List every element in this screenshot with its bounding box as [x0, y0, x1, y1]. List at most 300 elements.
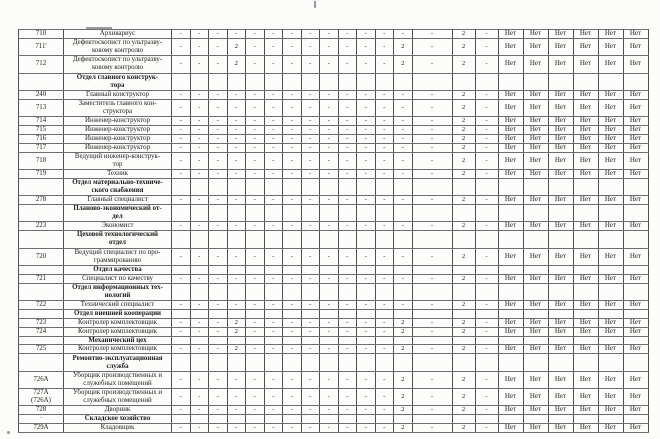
value-cell: -: [320, 99, 339, 116]
value-cell: [375, 73, 394, 90]
value-cell: [452, 205, 475, 222]
value-cell: 2: [227, 345, 246, 354]
code-cell: 712: [19, 56, 64, 73]
value-cell: Нет: [523, 134, 548, 143]
value-cell: Нет: [623, 38, 648, 55]
value-cell: [246, 178, 265, 195]
scan-artifact: [314, 1, 316, 8]
value-cell: -: [375, 56, 394, 73]
value-cell: -: [375, 99, 394, 116]
code-cell: 715: [19, 125, 64, 134]
value-cell: [375, 178, 394, 195]
value-cell: -: [264, 30, 283, 39]
value-cell: Нет: [623, 134, 648, 143]
value-cell: -: [264, 56, 283, 73]
code-cell: 724: [19, 327, 64, 336]
value-cell: -: [190, 169, 209, 178]
value-cell: [623, 309, 648, 318]
value-cell: -: [375, 327, 394, 336]
value-cell: -: [209, 99, 228, 116]
value-cell: [320, 73, 339, 90]
value-cell: Нет: [548, 222, 573, 231]
value-cell: [283, 73, 302, 90]
value-cell: -: [394, 152, 413, 169]
value-cell: -: [246, 318, 265, 327]
value-cell: -: [190, 134, 209, 143]
value-cell: [394, 178, 413, 195]
value-cell: [412, 205, 452, 222]
value-cell: 2: [452, 406, 475, 415]
value-cell: [283, 283, 302, 300]
position-name-cell: Ведущий инженер-конструк- тор: [64, 152, 172, 169]
value-cell: [412, 178, 452, 195]
value-cell: -: [375, 169, 394, 178]
value-cell: -: [338, 134, 357, 143]
value-cell: -: [172, 143, 191, 152]
value-cell: Нет: [548, 90, 573, 99]
section-row: [19, 73, 649, 90]
value-cell: -: [338, 406, 357, 415]
value-cell: -: [320, 318, 339, 327]
value-cell: [320, 283, 339, 300]
value-cell: -: [227, 388, 246, 405]
value-cell: -: [412, 99, 452, 116]
value-cell: Нет: [573, 406, 598, 415]
value-cell: Нет: [523, 99, 548, 116]
value-cell: [523, 178, 548, 195]
value-cell: -: [264, 424, 283, 433]
value-cell: -: [301, 345, 320, 354]
value-cell: [598, 265, 623, 274]
table-row: [19, 143, 649, 152]
value-cell: -: [172, 99, 191, 116]
value-cell: -: [375, 196, 394, 205]
value-cell: Нет: [573, 222, 598, 231]
value-cell: [320, 309, 339, 318]
code-cell: 720: [19, 248, 64, 265]
value-cell: [227, 205, 246, 222]
position-name-cell: Контролер комплектовщик: [64, 327, 172, 336]
value-cell: -: [190, 30, 209, 39]
value-cell: Нет: [498, 222, 523, 231]
code-cell: 723: [19, 318, 64, 327]
value-cell: -: [412, 38, 452, 55]
value-cell: Нет: [623, 169, 648, 178]
value-cell: -: [412, 274, 452, 283]
value-cell: [264, 205, 283, 222]
value-cell: -: [264, 152, 283, 169]
value-cell: 2: [452, 99, 475, 116]
value-cell: -: [190, 300, 209, 309]
value-cell: -: [475, 222, 498, 231]
value-cell: -: [283, 99, 302, 116]
value-cell: [548, 415, 573, 424]
value-cell: [573, 283, 598, 300]
value-cell: -: [357, 406, 376, 415]
value-cell: [523, 265, 548, 274]
value-cell: [498, 354, 523, 371]
value-cell: -: [412, 388, 452, 405]
code-cell: 711': [19, 38, 64, 55]
value-cell: [548, 354, 573, 371]
value-cell: -: [301, 90, 320, 99]
value-cell: Нет: [573, 424, 598, 433]
value-cell: Нет: [523, 152, 548, 169]
value-cell: [227, 354, 246, 371]
value-cell: -: [475, 134, 498, 143]
value-cell: -: [209, 117, 228, 126]
value-cell: [623, 354, 648, 371]
value-cell: Нет: [598, 424, 623, 433]
value-cell: Нет: [523, 371, 548, 388]
value-cell: -: [320, 56, 339, 73]
value-cell: -: [246, 143, 265, 152]
value-cell: [598, 354, 623, 371]
value-cell: [301, 336, 320, 345]
value-cell: Нет: [523, 424, 548, 433]
value-cell: [452, 309, 475, 318]
value-cell: -: [357, 424, 376, 433]
value-cell: Нет: [573, 117, 598, 126]
table-row: [19, 388, 649, 405]
value-cell: [412, 309, 452, 318]
value-cell: -: [412, 424, 452, 433]
value-cell: [573, 265, 598, 274]
value-cell: -: [338, 388, 357, 405]
value-cell: -: [301, 300, 320, 309]
value-cell: Нет: [573, 152, 598, 169]
value-cell: [301, 73, 320, 90]
value-cell: -: [338, 248, 357, 265]
value-cell: -: [475, 30, 498, 39]
value-cell: -: [246, 56, 265, 73]
value-cell: -: [301, 327, 320, 336]
value-cell: Нет: [573, 388, 598, 405]
position-name-cell: Инженер-конструктор: [64, 134, 172, 143]
value-cell: [394, 336, 413, 345]
value-cell: -: [475, 300, 498, 309]
value-cell: -: [412, 248, 452, 265]
value-cell: [320, 231, 339, 248]
value-cell: [375, 283, 394, 300]
value-cell: -: [475, 117, 498, 126]
value-cell: [227, 231, 246, 248]
value-cell: -: [283, 248, 302, 265]
value-cell: [452, 354, 475, 371]
table-row: [19, 222, 649, 231]
value-cell: -: [475, 248, 498, 265]
value-cell: -: [475, 196, 498, 205]
value-cell: Нет: [548, 318, 573, 327]
value-cell: -: [209, 318, 228, 327]
value-cell: 2: [452, 388, 475, 405]
value-cell: -: [227, 125, 246, 134]
table-row: [19, 117, 649, 126]
value-cell: [573, 178, 598, 195]
value-cell: Нет: [573, 327, 598, 336]
value-cell: -: [394, 169, 413, 178]
value-cell: [548, 73, 573, 90]
value-cell: Нет: [623, 274, 648, 283]
value-cell: -: [190, 90, 209, 99]
value-cell: -: [246, 388, 265, 405]
table-row: [19, 196, 649, 205]
position-name-cell: Дефектоскопист по ультразву- ковому контролю: [64, 38, 172, 55]
section-title-cell: Ремонтно-эксплуатационная служба: [64, 354, 172, 371]
value-cell: -: [209, 196, 228, 205]
value-cell: Нет: [573, 99, 598, 116]
value-cell: Нет: [548, 56, 573, 73]
value-cell: -: [394, 117, 413, 126]
value-cell: -: [320, 424, 339, 433]
value-cell: Нет: [573, 125, 598, 134]
value-cell: -: [357, 30, 376, 39]
value-cell: Нет: [523, 327, 548, 336]
value-cell: [498, 415, 523, 424]
value-cell: [246, 73, 265, 90]
value-cell: [338, 205, 357, 222]
table-row: [19, 345, 649, 354]
value-cell: [412, 336, 452, 345]
value-cell: [598, 178, 623, 195]
value-cell: -: [475, 169, 498, 178]
value-cell: Нет: [523, 56, 548, 73]
value-cell: Нет: [548, 99, 573, 116]
value-cell: -: [283, 196, 302, 205]
table-row: [19, 134, 649, 143]
value-cell: [264, 265, 283, 274]
staff-table: [18, 29, 649, 433]
value-cell: -: [172, 30, 191, 39]
value-cell: [452, 283, 475, 300]
value-cell: -: [320, 222, 339, 231]
value-cell: -: [394, 125, 413, 134]
value-cell: [283, 415, 302, 424]
value-cell: [452, 178, 475, 195]
value-cell: -: [320, 117, 339, 126]
value-cell: Нет: [548, 424, 573, 433]
value-cell: Нет: [548, 406, 573, 415]
value-cell: 2: [452, 134, 475, 143]
value-cell: -: [357, 388, 376, 405]
value-cell: -: [301, 38, 320, 55]
value-cell: -: [375, 371, 394, 388]
value-cell: Нет: [623, 196, 648, 205]
value-cell: -: [190, 152, 209, 169]
value-cell: -: [246, 274, 265, 283]
value-cell: [246, 283, 265, 300]
value-cell: [338, 231, 357, 248]
value-cell: [357, 73, 376, 90]
value-cell: -: [283, 90, 302, 99]
value-cell: -: [172, 248, 191, 265]
value-cell: -: [190, 143, 209, 152]
value-cell: [357, 309, 376, 318]
value-cell: [598, 309, 623, 318]
value-cell: [301, 415, 320, 424]
value-cell: -: [172, 345, 191, 354]
value-cell: [172, 205, 191, 222]
section-title-cell: Отдел информационных тех- нологий: [64, 283, 172, 300]
value-cell: [498, 283, 523, 300]
value-cell: -: [246, 248, 265, 265]
value-cell: [623, 231, 648, 248]
value-cell: [523, 205, 548, 222]
value-cell: [246, 265, 265, 274]
value-cell: Нет: [623, 99, 648, 116]
value-cell: [394, 415, 413, 424]
value-cell: Нет: [523, 318, 548, 327]
value-cell: Нет: [623, 424, 648, 433]
value-cell: Нет: [598, 406, 623, 415]
value-cell: 2: [452, 248, 475, 265]
value-cell: [394, 73, 413, 90]
value-cell: Нет: [573, 318, 598, 327]
value-cell: 2: [452, 300, 475, 309]
value-cell: Нет: [598, 318, 623, 327]
value-cell: -: [320, 327, 339, 336]
code-cell: 714: [19, 117, 64, 126]
table-row: [19, 125, 649, 134]
value-cell: Нет: [623, 222, 648, 231]
value-cell: -: [264, 222, 283, 231]
value-cell: [573, 415, 598, 424]
value-cell: Нет: [498, 169, 523, 178]
value-cell: [357, 354, 376, 371]
value-cell: Нет: [548, 169, 573, 178]
section-row: [19, 415, 649, 424]
value-cell: -: [283, 38, 302, 55]
value-cell: [475, 354, 498, 371]
value-cell: 2: [452, 345, 475, 354]
value-cell: -: [246, 371, 265, 388]
value-cell: [548, 309, 573, 318]
value-cell: -: [246, 345, 265, 354]
value-cell: Нет: [548, 125, 573, 134]
value-cell: [172, 283, 191, 300]
value-cell: Нет: [498, 371, 523, 388]
table-row: [19, 248, 649, 265]
value-cell: Нет: [573, 30, 598, 39]
value-cell: [264, 354, 283, 371]
value-cell: 2: [452, 222, 475, 231]
value-cell: -: [209, 248, 228, 265]
value-cell: -: [264, 248, 283, 265]
value-cell: [227, 73, 246, 90]
value-cell: -: [190, 318, 209, 327]
value-cell: Нет: [523, 117, 548, 126]
value-cell: -: [283, 134, 302, 143]
value-cell: Нет: [623, 152, 648, 169]
value-cell: [172, 336, 191, 345]
value-cell: [548, 283, 573, 300]
value-cell: -: [172, 371, 191, 388]
value-cell: [227, 178, 246, 195]
table-row: [19, 274, 649, 283]
value-cell: -: [227, 143, 246, 152]
value-cell: -: [301, 30, 320, 39]
section-title-cell: Цеховой технологический отдел: [64, 231, 172, 248]
value-cell: -: [320, 134, 339, 143]
code-cell: 278: [19, 196, 64, 205]
value-cell: Нет: [573, 196, 598, 205]
value-cell: [394, 231, 413, 248]
value-cell: -: [375, 90, 394, 99]
value-cell: -: [357, 90, 376, 99]
value-cell: -: [357, 345, 376, 354]
value-cell: [412, 283, 452, 300]
value-cell: -: [209, 388, 228, 405]
value-cell: -: [264, 274, 283, 283]
value-cell: -: [209, 134, 228, 143]
value-cell: Нет: [498, 152, 523, 169]
code-cell: [19, 309, 64, 318]
value-cell: -: [209, 327, 228, 336]
value-cell: -: [375, 248, 394, 265]
value-cell: -: [209, 152, 228, 169]
value-cell: -: [375, 274, 394, 283]
value-cell: [357, 336, 376, 345]
position-name-cell: Главный специалист: [64, 196, 172, 205]
value-cell: Нет: [623, 90, 648, 99]
value-cell: [190, 205, 209, 222]
value-cell: Нет: [548, 388, 573, 405]
value-cell: -: [301, 152, 320, 169]
value-cell: [623, 73, 648, 90]
value-cell: [301, 283, 320, 300]
value-cell: Нет: [548, 248, 573, 265]
value-cell: -: [301, 424, 320, 433]
value-cell: -: [394, 99, 413, 116]
value-cell: -: [375, 222, 394, 231]
value-cell: [338, 354, 357, 371]
value-cell: -: [264, 134, 283, 143]
value-cell: -: [320, 38, 339, 55]
value-cell: [227, 309, 246, 318]
value-cell: -: [394, 30, 413, 39]
value-cell: -: [283, 125, 302, 134]
value-cell: -: [475, 90, 498, 99]
value-cell: -: [172, 134, 191, 143]
value-cell: -: [357, 134, 376, 143]
value-cell: -: [246, 169, 265, 178]
value-cell: -: [338, 99, 357, 116]
value-cell: [209, 265, 228, 274]
code-cell: 223: [19, 222, 64, 231]
value-cell: Нет: [548, 30, 573, 39]
value-cell: [375, 354, 394, 371]
value-cell: -: [301, 56, 320, 73]
value-cell: [548, 336, 573, 345]
value-cell: [523, 283, 548, 300]
value-cell: [623, 283, 648, 300]
value-cell: -: [338, 327, 357, 336]
value-cell: -: [394, 196, 413, 205]
value-cell: -: [209, 125, 228, 134]
value-cell: -: [338, 152, 357, 169]
value-cell: -: [227, 424, 246, 433]
table-row: [19, 56, 649, 73]
value-cell: Нет: [598, 300, 623, 309]
value-cell: -: [475, 274, 498, 283]
value-cell: -: [246, 90, 265, 99]
value-cell: [573, 73, 598, 90]
value-cell: -: [227, 134, 246, 143]
value-cell: -: [227, 30, 246, 39]
value-cell: Нет: [498, 388, 523, 405]
value-cell: -: [172, 90, 191, 99]
position-name-cell: Уборщик производственных и служебных помещений: [64, 371, 172, 388]
